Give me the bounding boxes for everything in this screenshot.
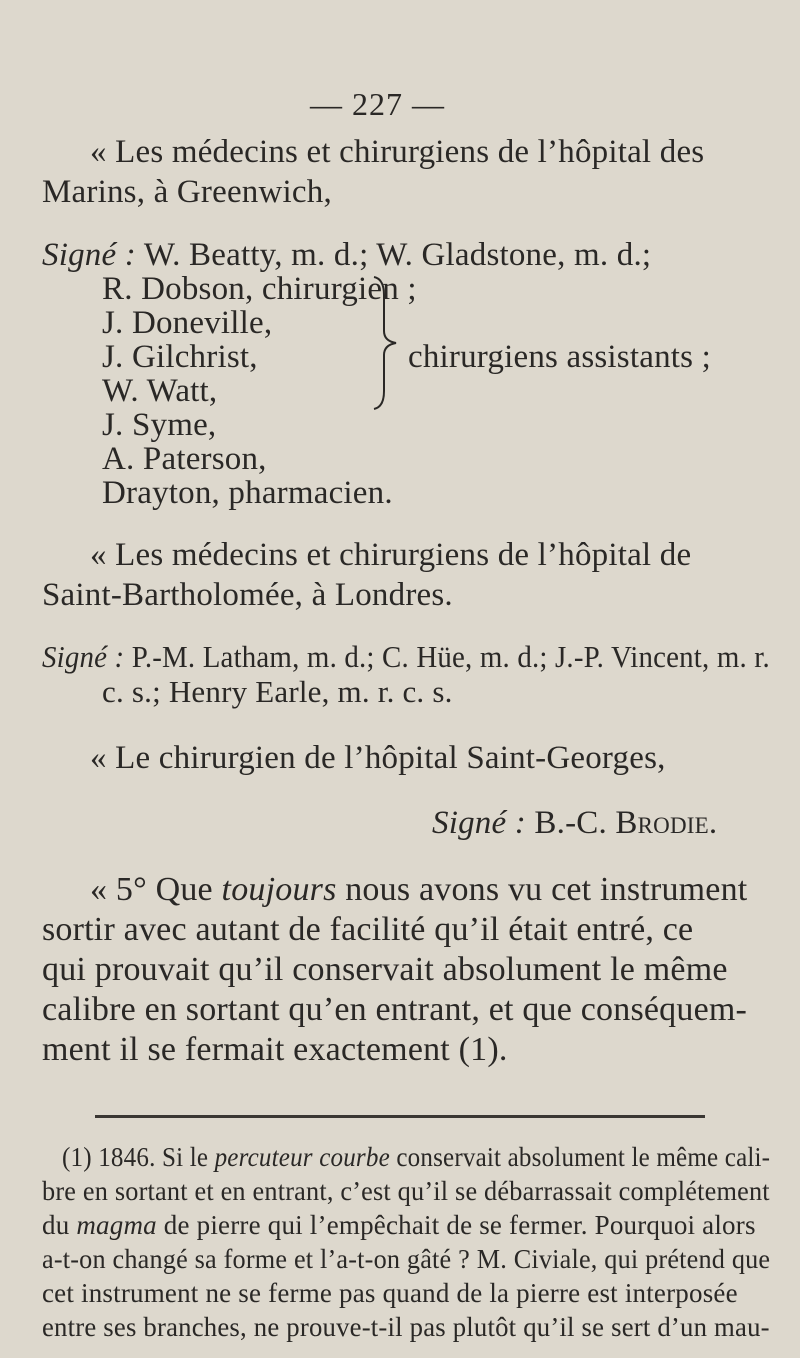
page-number: — 227 —: [310, 86, 445, 122]
text-run: nous avons vu cet instrument: [336, 871, 748, 908]
footnote-line3: [42, 1208, 756, 1242]
footnote-line6: entre ses branches, ne prouve-t-il pas plutôt qu’il se sert d’un mau-: [42, 1312, 770, 1342]
text-run: de pierre qui l’empêchait de se fermer. Pourquoi alors: [156, 1210, 756, 1240]
george-signed: [432, 803, 717, 843]
footnote-line2: bre en sortant et en entrant, c’est qu’il se débarrassait complétement: [42, 1176, 770, 1206]
bartholomew-heading-line1: « Les médecins et chirurgiens de l’hôpital de: [90, 537, 692, 573]
signed-label: Signé :: [432, 805, 526, 841]
george-heading: « Le chirurgien de l’hôpital Saint-Georges,: [90, 740, 666, 776]
assistant-name: W. Watt,: [102, 373, 218, 409]
point5-line5: ment il se fermait exactement (1).: [42, 1031, 508, 1068]
pharmacist: Drayton, pharmacien.: [102, 475, 393, 511]
signed-label: Signé :: [42, 639, 125, 674]
footnote-line1: [62, 1140, 770, 1174]
emphasis: toujours: [221, 871, 337, 908]
point5-line4: calibre en sortant qu’en entrant, et que conséquem-: [42, 991, 748, 1028]
bartholomew-signed-line1: [42, 637, 770, 677]
text-run: conservait absolument le même cali-: [389, 1142, 771, 1172]
footnote-rule: [95, 1115, 705, 1118]
point5-line1: [90, 870, 747, 910]
greenwich-heading-line2: Marins, à Greenwich,: [42, 174, 332, 210]
point5-line2: sortir avec autant de facilité qu’il était entré, ce: [42, 911, 694, 948]
signatories: P.-M. Latham, m. d.; C. Hüe, m. d.; J.-P. Vincent, m. r.: [131, 639, 770, 674]
signatories: W. Beatty, m. d.; W. Gladstone, m. d.;: [143, 237, 652, 273]
bartholomew-heading-line2: Saint-Bartholomée, à Londres.: [42, 577, 453, 613]
signed-label: Signé :: [42, 237, 136, 273]
greenwich-signed-line2: R. Dobson, chirurgien ;: [102, 271, 417, 307]
assistant-name: A. Paterson,: [102, 441, 267, 477]
assistants-label: chirurgiens assistants ;: [408, 339, 711, 375]
text-run: du: [42, 1210, 77, 1240]
point5-line3: qui prouvait qu’il conservait absolument le même: [42, 951, 728, 988]
footnote-line4: a-t-on changé sa forme et l’a-t-on gâté ? M. Civiale, qui prétend que: [42, 1244, 771, 1274]
greenwich-heading-line1: « Les médecins et chirurgiens de l’hôpital des: [90, 134, 705, 170]
assistant-name: J. Doneville,: [102, 305, 273, 341]
footnote-line5: cet instrument ne se ferme pas quand de la pierre est interposée: [42, 1278, 738, 1308]
bartholomew-signed-line2: c. s.; Henry Earle, m. r. c. s.: [102, 674, 453, 709]
emphasis: percuteur courbe: [214, 1142, 390, 1172]
assistant-name: J. Gilchrist,: [102, 339, 258, 375]
curly-brace: [370, 275, 400, 411]
text-run: « 5° Que: [90, 871, 222, 908]
assistant-name: J. Syme,: [102, 407, 217, 443]
text-run: (1) 1846. Si le: [62, 1142, 215, 1172]
signatory: B.-C. Brodie.: [534, 805, 718, 841]
emphasis: magma: [76, 1210, 157, 1240]
